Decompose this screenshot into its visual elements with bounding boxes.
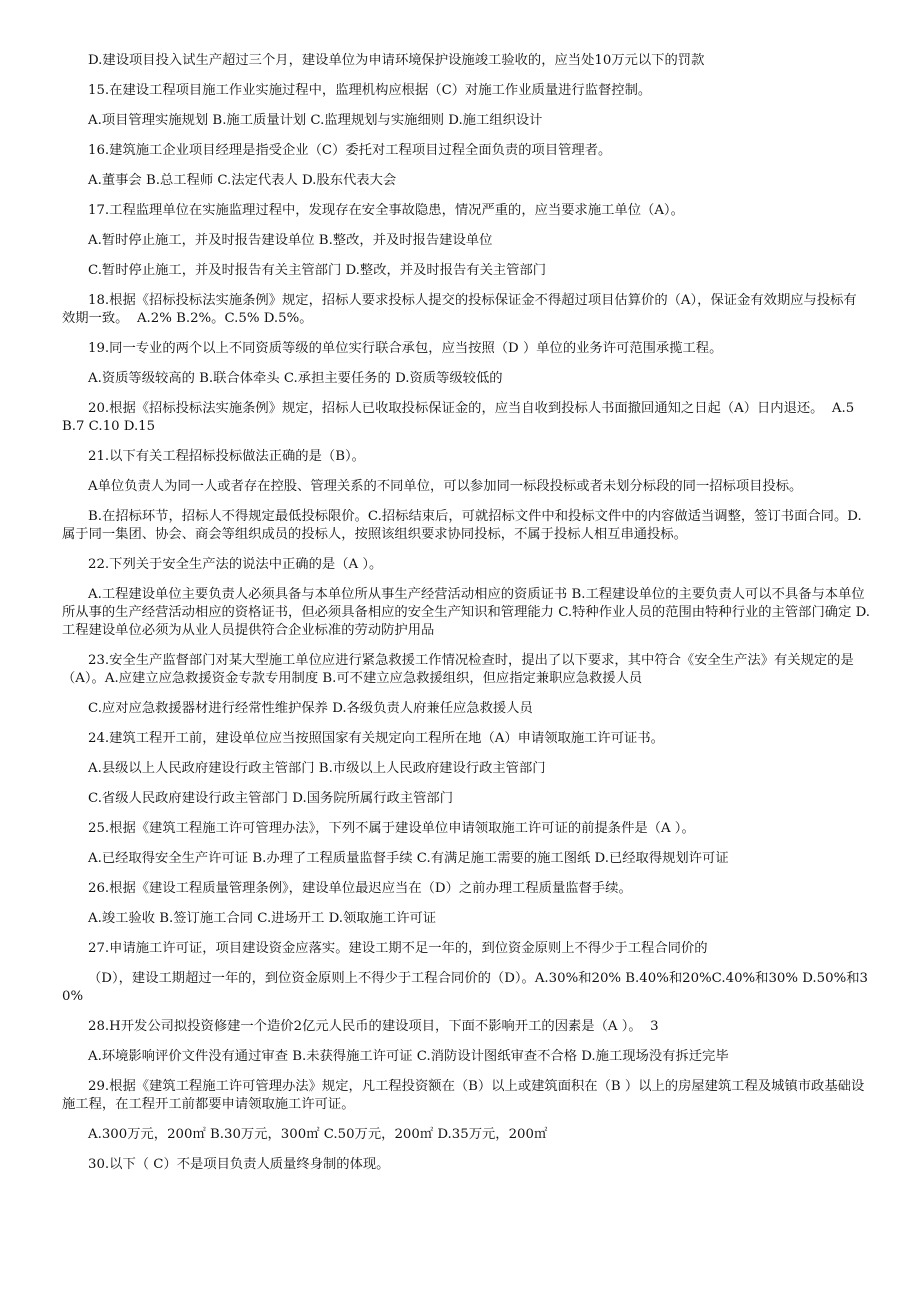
paragraph: 26.根据《建设工程质量管理条例》，建设单位最迟应当在（D）之前办理工程质量监督手续。 bbox=[88, 881, 632, 896]
paragraph: 17.工程监理单位在实施监理过程中，发现存在安全事故隐患，情况严重的，应当要求施工单位（A）。 bbox=[88, 203, 684, 218]
paragraph: 29.根据《建筑工程施工许可管理办法》规定，凡工程投资额在（B）以上或建筑面积在（B ）以上的房屋建筑工程及城镇市政基础设施工程，在工程开工前都要申请领取施工许可证。 bbox=[62, 1079, 865, 1112]
paragraph: A.暂时停止施工，并及时报告建设单位 B.整改，并及时报告建设单位 bbox=[88, 233, 493, 248]
paragraph: 22.下列关于安全生产法的说法中正确的是（A ）。 bbox=[88, 557, 383, 572]
paragraph: A.资质等级较高的 B.联合体牵头 C.承担主要任务的 D.资质等级较低的 bbox=[88, 371, 503, 386]
paragraph: 28.H开发公司拟投资修建一个造价2亿元人民币的建设项目，下面不影响开工的因素是（A ）。 3 bbox=[88, 1019, 659, 1034]
paragraph: C.省级人民政府建设行政主管部门 D.国务院所属行政主管部门 bbox=[88, 791, 453, 806]
paragraph: A.工程建设单位主要负责人必须具备与本单位所从事生产经营活动相应的资质证书 B.工程建设单位的主要负责人可以不具备与本单位所从事的生产经营活动相应的资格证书，但必须具备相应的安全生产知识和管理能力 C.特种作业人员的范围由特种行业的主管部门确定 D.工程建设单位必须为从业人员提供符合企业标准的劳动防护用品 bbox=[62, 587, 871, 638]
paragraph: 18.根据《招标投标法实施条例》规定，招标人要求投标人提交的投标保证金不得超过项目估算价的（A），保证金有效期应与投标有效期一致。 A.2% B.2%。C.5% D.5%。 bbox=[62, 293, 857, 326]
paragraph: A.县级以上人民政府建设行政主管部门 B.市级以上人民政府建设行政主管部门 bbox=[88, 761, 546, 776]
paragraph: A.竣工验收 B.签订施工合同 C.进场开工 D.领取施工许可证 bbox=[88, 911, 437, 926]
paragraph: 30.以下（ C）不是项目负责人质量终身制的体现。 bbox=[88, 1157, 390, 1172]
paragraph: A.已经取得安全生产许可证 B.办理了工程质量监督手续 C.有满足施工需要的施工图纸 D.已经取得规划许可证 bbox=[88, 851, 729, 866]
paragraph: A.300万元，200㎡ B.30万元，300㎡ C.50万元，200㎡ D.35万元，200㎡ bbox=[88, 1127, 548, 1142]
paragraph: 21.以下有关工程招标投标做法正确的是（B）。 bbox=[88, 449, 365, 464]
paragraph: 20.根据《招标投标法实施条例》规定，招标人已收取投标保证金的，应当自收到投标人书面撤回通知之日起（A）日内退还。 A.5 B.7 C.10 D.15 bbox=[62, 401, 859, 434]
paragraph: 16.建筑施工企业项目经理是指受企业（C）委托对工程项目过程全面负责的项目管理者。 bbox=[88, 143, 612, 158]
paragraph: 27.申请施工许可证，项目建设资金应落实。建设工期不足一年的，到位资金原则上不得少于工程合同价的 bbox=[88, 941, 708, 956]
paragraph: A.项目管理实施规划 B.施工质量计划 C.监理规划与实施细则 D.施工组织设计 bbox=[88, 113, 543, 128]
paragraph: 25.根据《建筑工程施工许可管理办法》，下列不属于建设单位申请领取施工许可证的前提条件是（A ）。 bbox=[88, 821, 695, 836]
paragraph: C.暂时停止施工，并及时报告有关主管部门 D.整改，并及时报告有关主管部门 bbox=[88, 263, 547, 278]
paragraph: B.在招标环节，招标人不得规定最低投标限价。C.招标结束后，可就招标文件中和投标文件中的内容做适当调整，签订书面合同。D.属于同一集团、协会、商会等组织成员的投标人，按照该组织要求协同投标，不属于投标人相互串通投标。 bbox=[62, 509, 862, 542]
paragraph: C.应对应急救援器材进行经常性维护保养 D.各级负责人府兼任应急救援人员 bbox=[88, 701, 533, 716]
paragraph: A.董事会 B.总工程师 C.法定代表人 D.股东代表大会 bbox=[88, 173, 397, 188]
paragraph: 15.在建设工程项目施工作业实施过程中，监理机构应根据（C）对施工作业质量进行监督控制。 bbox=[88, 83, 652, 98]
paragraph: 24.建筑工程开工前，建设单位应当按照国家有关规定向工程所在地（A）申请领取施工许可证书。 bbox=[88, 731, 664, 746]
paragraph: 19.同一专业的两个以上不同资质等级的单位实行联合承包，应当按照（D ）单位的业务许可范围承揽工程。 bbox=[88, 341, 723, 356]
paragraph: A.环境影响评价文件没有通过审查 B.未获得施工许可证 C.消防设计图纸审查不合格 D.施工现场没有拆迁完毕 bbox=[88, 1049, 729, 1064]
paragraph: A单位负责人为同一人或者存在控股、管理关系的不同单位，可以参加同一标段投标或者未划分标段的同一招标项目投标。 bbox=[88, 479, 803, 494]
paragraph: （D），建设工期超过一年的，到位资金原则上不得少于工程合同价的（D）。A.30%和20% B.40%和20%C.40%和30% D.50%和30% bbox=[62, 971, 868, 1004]
paragraph: D.建设项目投入试生产超过三个月，建设单位为申请环境保护设施竣工验收的，应当处10万元以下的罚款 bbox=[88, 53, 705, 68]
document-body bbox=[62, 52, 871, 1186]
paragraph: 23.安全生产监督部门对某大型施工单位应进行紧急救援工作情况检查时，提出了以下要求，其中符合《安全生产法》有关规定的是（A）。A.应建立应急救援资金专款专用制度 B.可不建立应急救援组织，但应指定兼职应急救援人员 bbox=[62, 653, 854, 686]
